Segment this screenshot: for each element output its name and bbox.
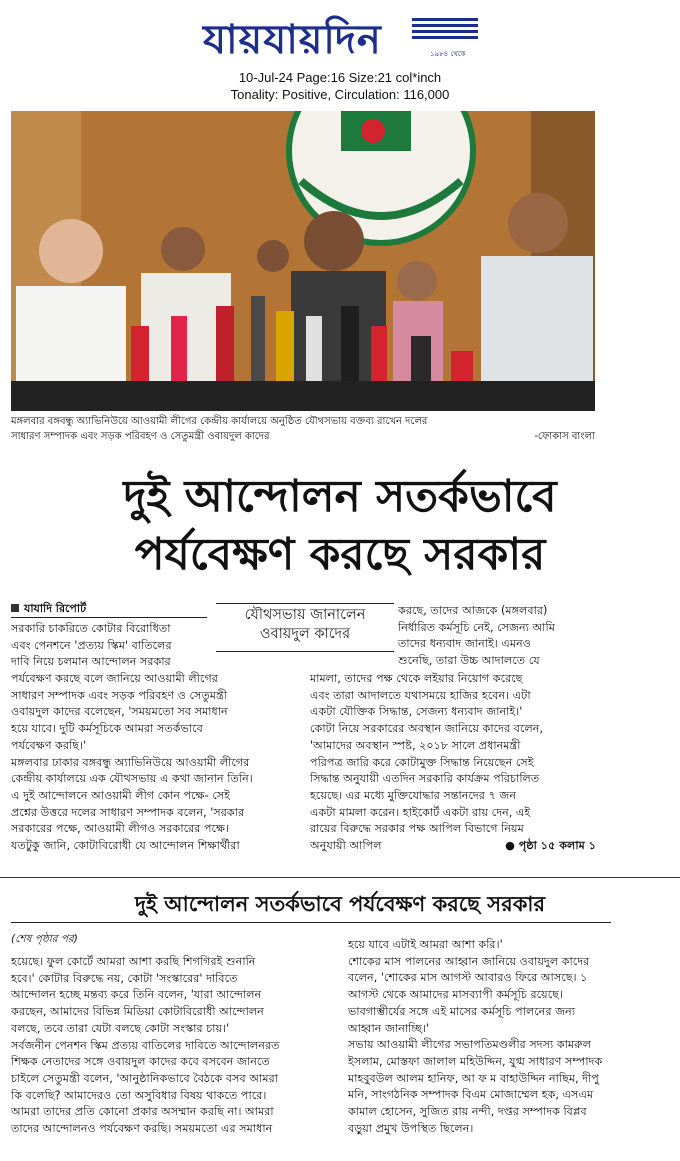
text-line: তাদের আন্দোলনও পর্যবেক্ষণ করছি। সময়মতো এর সমাধান	[11, 1122, 273, 1136]
text-line: এ দুই আন্দোলনে আওয়ামী লীগ কোন পক্ষে- সেই	[11, 788, 231, 802]
subhead-line: যৌথসভায় জানালেন	[244, 607, 366, 623]
subhead-box	[216, 606, 394, 644]
text-line: চাইলে সেতুমন্ত্রী বলেন, 'আনুষ্ঠানিকভাবে বৈঠকে বসব আমরা	[11, 1071, 278, 1085]
text-line: অনুযায়ী আপিল	[310, 839, 382, 853]
continuation-column-2	[348, 937, 658, 1137]
text-line: এবং পেনশনে 'প্রত্যয় স্কিম' বাতিলের	[11, 638, 172, 652]
text-line: সরকারি চাকরিতে কোটার বিরোধিতা	[11, 622, 171, 635]
text-line: কোটা নিয়ে সরকারের অবস্থান জানিয়ে কাদের বলেন,	[310, 722, 544, 736]
text-line: আগস্ট থেকে আমাদের মাসব্যাপী কর্মসূচি রয়েছে।	[348, 988, 563, 1002]
text-line: ওবায়দুল কাদের বলেছেন, 'সময়মতো সব সমাধান	[11, 705, 228, 719]
text-line: হবে।' কোটার বিরুদ্ধে নয়, কোটা 'সংস্কারের' দাবিতে	[11, 971, 238, 985]
text-line: আমরা তাদের প্রতি কোনো প্রকার অসম্মান করছি না। আমরা	[11, 1105, 274, 1119]
text-line: তাদের ধন্যবাদ জানাই। এমনও	[398, 637, 532, 651]
jump-reference: ● পৃষ্ঠা ১৫ কলাম ১	[505, 839, 596, 853]
logo-stripes	[412, 18, 478, 48]
article-headline	[0, 468, 680, 584]
text-line: পর্যবেক্ষণ করছে বলে জানিয়ে আওয়ামী লীগের	[11, 672, 218, 685]
text-line: কেন্দ্রীয় কার্যালয়ে এক যৌথসভায় এ কথা জানান তিনি।	[11, 772, 253, 786]
text-line: দাবি নিয়ে চলমান আন্দোলন সরকার	[11, 655, 171, 669]
subhead-rule-top	[216, 603, 394, 604]
photo-caption	[11, 414, 595, 444]
text-line: কি বলেছি? আমাদেরও তো অসুবিধার বিষয় থাকতে পারে।	[11, 1088, 267, 1102]
text-line: সিদ্ধান্ত অনুযায়ী এতদিন সরকারি কার্যক্রম পরিচালিত	[310, 772, 540, 786]
text-line: শোকের মাস পালনের আহ্বান জানিয়ে ওবায়দুল কাদের	[348, 954, 590, 968]
text-line: রায়ের বিরুদ্ধে সরকার পক্ষ আপিল বিভাগে নিয়ম	[310, 822, 524, 836]
bullet-square-icon	[11, 604, 19, 612]
text-line: এবং তারা আদালতে যথাসময়ে হাজির হবেন। এটা	[310, 688, 531, 702]
column-1-top	[11, 621, 209, 671]
continuation-column-1	[11, 954, 331, 1138]
text-line: শিক্ষক নেতাদের সঙ্গে ওবায়দুল কাদের কবে বসবেন জানতে	[11, 1055, 270, 1069]
text-line: সাধারণ সম্পাদক এবং সড়ক পরিবহণ ও সেতুমন্ত্রী	[11, 688, 228, 702]
text-line: পর্যবেক্ষণ করছি।'	[11, 738, 87, 752]
subhead-rule-bottom	[216, 651, 394, 652]
text-line: প্রশ্নের উত্তরে দলের সাধারণ সম্পাদক বলেন, 'সরকার	[11, 805, 245, 819]
text-line: আহ্বান জানাচ্ছি।'	[348, 1021, 430, 1035]
text-line: সর্বজনীন পেনশন স্কিম প্রত্যয় বাতিলের দাবিতে আন্দোলনরত	[11, 1038, 280, 1052]
caption-line: মঙ্গলবার বঙ্গবন্ধু অ্যাভিনিউয়ে আওয়ামী লীগের কেন্দ্রীয় কার্যালয়ে অনুষ্ঠিত যৌথসভায় বক্তব্য রাখেন দলের	[11, 416, 428, 427]
column-1-body	[11, 671, 301, 855]
text-line: হয়ে যাবে এটাই আমরা আশা করি।'	[348, 938, 503, 951]
text-line: নির্ধারিত কর্মসূচি নেই, সেজন্য আমি	[398, 620, 555, 634]
text-line: সভায় আওয়ামী লীগের সভাপতিমণ্ডলীর সদস্য কামরুল	[348, 1038, 592, 1052]
text-line: হয়ে যাবে। দুটি কর্মসূচিকে আমরা সতর্কভাবে	[11, 722, 203, 736]
text-line: একটা যৌক্তিক সিদ্ধান্ত, সেজন্য ধন্যবাদ জানাই।'	[310, 705, 523, 719]
headline-line: পর্যবেক্ষণ করছে সরকার	[134, 529, 546, 580]
text-line: বড়ুয়া প্রমুখ উপস্থিত ছিলেন।	[348, 1121, 474, 1135]
text-line: কামাল হোসেন, সুজিত রায় নন্দী, দপ্তর সম্পাদক বিপ্লব	[348, 1105, 587, 1119]
text-line: বলেন, 'শোকের মাস আগস্ট আবারও ফিরে আসছে। ১	[348, 971, 588, 985]
text-line: মনি, সাংগঠনিক সম্পাদক বিএম মোজাম্মেল হক, এসএম	[348, 1088, 594, 1102]
text-line: ভাবগাম্ভীর্যের সঙ্গে এই মাসের কর্মসূচি পালনের জন্য	[348, 1004, 576, 1018]
caption-line: সাধারণ সম্পাদক এবং সড়ক পরিবহণ ও সেতুমন্ত্রী ওবায়দুল কাদের	[11, 431, 270, 442]
text-line: ইসলাম, মোস্তফা জালাল মহিউদ্দিন, যুগ্ম সাধারণ সম্পাদক	[348, 1054, 603, 1068]
text-line: মঙ্গলবার ঢাকার বঙ্গবন্ধু অ্যাভিনিউয়ে আওয়ামী লীগের	[11, 755, 250, 769]
text-line: মাহবুবউল আলম হানিফ, আ ফ ম বাহাউদ্দিন নাছিম, দীপু	[348, 1071, 599, 1085]
masthead	[0, 0, 680, 104]
logo-tagline: ১৯৮৪ থেকে	[430, 50, 466, 58]
text-line: 'আমাদের অবস্থান স্পষ্ট, ২০১৮ সালে প্রধানমন্ত্রী	[310, 738, 521, 752]
continuation-rule	[11, 922, 611, 923]
headline-line: দুই আন্দোলন সতর্কভাবে	[123, 471, 557, 522]
byline-rule	[11, 617, 207, 618]
clip-meta-tonality: Tonality: Positive, Circulation: 116,000	[230, 87, 450, 102]
clip-meta-date: 10-Jul-24 Page:16 Size:21 col*inch	[238, 70, 442, 85]
text-line: করছেন, আমাদের বিভিন্ন মিডিয়া কোটাবিরোধী আন্দোলন	[11, 1005, 264, 1019]
text-line: সরকারের পক্ষে, আওয়ামী লীগও সরকারের পক্ষে।	[11, 822, 230, 836]
text-line: হয়েছে। এর মধ্যে মুক্তিযোদ্ধার সন্তানদের ৭ জন	[310, 788, 517, 802]
newspaper-logo: যায়যায়দিন	[203, 17, 382, 63]
photo-credit: -ফোকাস বাংলা	[534, 431, 595, 442]
subhead-line: ওবায়দুল কাদের	[259, 626, 351, 642]
text-line: মামলা, তাদের পক্ষ থেকে লইয়ার নিয়োগ করেছে	[310, 672, 523, 685]
text-line: শুনেছি, তারা উচ্চ আদালতে যে	[398, 654, 540, 668]
text-line: আন্দোলন হচ্ছে মন্তব্য করে তিনি বলেন, 'যারা আন্দোলন	[11, 988, 262, 1002]
continuation-headline: দুই আন্দোলন সতর্কভাবে পর্যবেক্ষণ করছে সরকার	[134, 892, 546, 916]
byline-text: যাযাদি রিপোর্ট	[24, 602, 87, 615]
column-2-top	[398, 603, 594, 670]
section-divider	[0, 877, 680, 878]
text-line: বলছে, তবে তারা যেটা বলছে কোটা সংস্কার চায়।'	[11, 1021, 230, 1035]
text-line: পরিপত্র জারি করে কোটামুক্ত সিদ্ধান্ত নিয়েছেন সেই	[310, 755, 534, 769]
column-2-body	[310, 671, 596, 855]
photo-illustration	[11, 111, 595, 411]
continuation-note: (শেষ পৃষ্ঠার পর)	[11, 933, 78, 945]
text-line: একটা মামলা করেন। হাইকোর্ট একটা রায় দেন, এই	[310, 805, 531, 819]
last-line	[310, 838, 596, 855]
text-line: যতটুকু জানি, কোটাবিরোধী যে আন্দোলন শিক্ষার্থীরা	[11, 839, 240, 853]
text-line: করছে, তাদের আজকে (মঙ্গলবার)	[398, 604, 548, 617]
text-line: হয়েছে। ফুল কোর্টে আমরা আশা করছি শিগগিরই শুনানি	[11, 955, 256, 968]
press-conference-photo	[11, 111, 595, 411]
